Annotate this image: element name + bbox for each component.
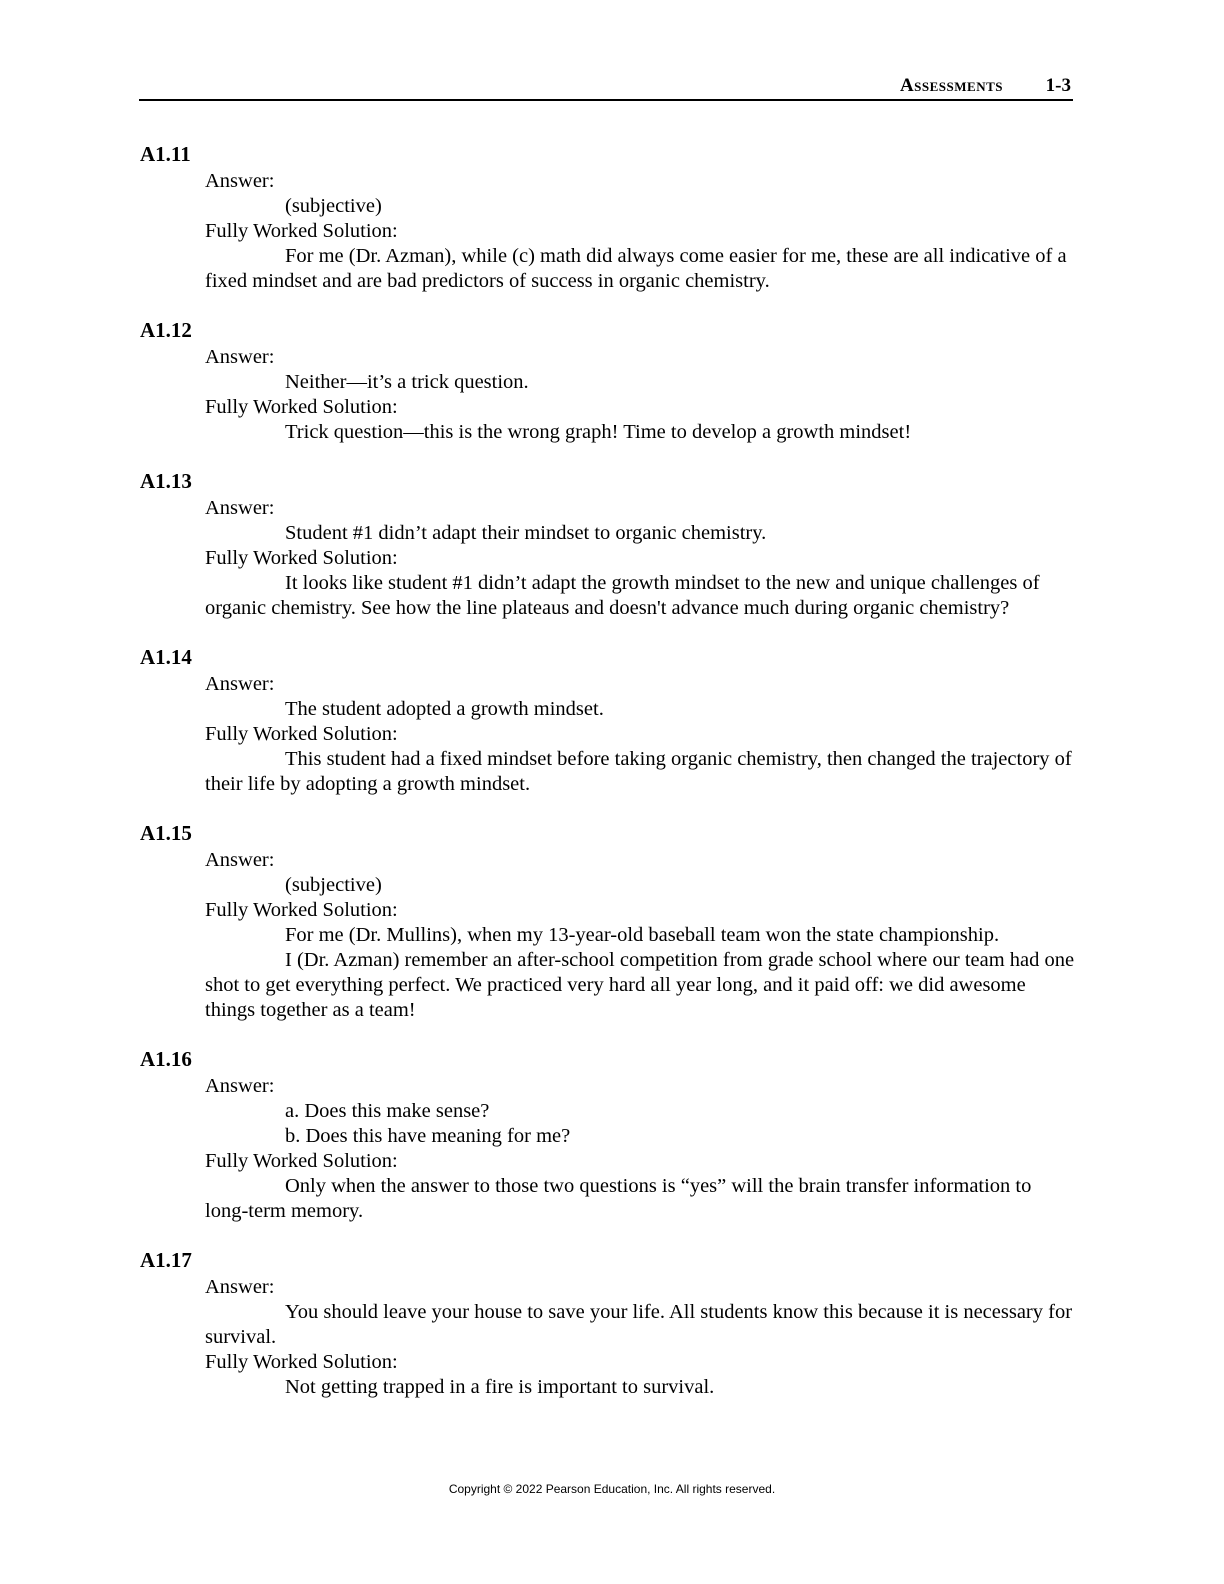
answer-text: a. Does this make sense? bbox=[285, 1100, 490, 1122]
problem-id: A1.15 bbox=[140, 821, 192, 845]
problem-a1-17 bbox=[140, 1248, 1075, 1400]
answer-text: You should leave your house to save your life. All students know this because it is necessary for survival. bbox=[205, 1301, 1073, 1348]
problem-a1-14 bbox=[140, 645, 1075, 797]
answer-label: Answer: bbox=[205, 673, 275, 695]
answer-text: Neither—it’s a trick question. bbox=[285, 371, 529, 393]
solution-label: Fully Worked Solution: bbox=[205, 1351, 398, 1373]
solution-label: Fully Worked Solution: bbox=[205, 220, 398, 242]
solution-text: Not getting trapped in a fire is important to survival. bbox=[285, 1376, 715, 1398]
section-title: Assessments bbox=[899, 75, 1003, 96]
problem-a1-13 bbox=[140, 469, 1075, 621]
answer-text: (subjective) bbox=[285, 195, 382, 217]
answer-text: (subjective) bbox=[285, 874, 382, 896]
answer-text: Student #1 didn’t adapt their mindset to organic chemistry. bbox=[285, 522, 767, 544]
answer-label: Answer: bbox=[205, 170, 275, 192]
page-number: 1-3 bbox=[1045, 75, 1071, 96]
problem-list bbox=[140, 142, 1075, 1424]
solution-text: Trick question—this is the wrong graph! Time to develop a growth mindset! bbox=[285, 421, 912, 443]
problem-a1-16 bbox=[140, 1047, 1075, 1224]
answer-text: b. Does this have meaning for me? bbox=[285, 1125, 571, 1147]
page-header bbox=[139, 75, 1073, 101]
problem-a1-12 bbox=[140, 318, 1075, 445]
answer-label: Answer: bbox=[205, 849, 275, 871]
problem-id: A1.14 bbox=[140, 645, 192, 669]
copyright-footer: Copyright © 2022 Pearson Education, Inc. All rights reserved. bbox=[448, 1482, 776, 1496]
solution-text: For me (Dr. Azman), while (c) math did always come easier for me, these are all indicative of a fixed mindset and are bad predictors of success in organic chemistry. bbox=[205, 245, 1067, 292]
solution-label: Fully Worked Solution: bbox=[205, 899, 398, 921]
solution-label: Fully Worked Solution: bbox=[205, 396, 398, 418]
solution-text: It looks like student #1 didn’t adapt the growth mindset to the new and unique challenges of organic chemistry. See how the line plateaus and doesn't advance much during organic chemistry? bbox=[205, 572, 1040, 619]
problem-id: A1.17 bbox=[140, 1248, 192, 1272]
solution-text: Only when the answer to those two questions is “yes” will the brain transfer information to long-term memory. bbox=[205, 1175, 1032, 1222]
problem-id: A1.12 bbox=[140, 318, 192, 342]
problem-a1-15 bbox=[140, 821, 1075, 1023]
problem-id: A1.16 bbox=[140, 1047, 192, 1071]
solution-label: Fully Worked Solution: bbox=[205, 723, 398, 745]
answer-label: Answer: bbox=[205, 1075, 275, 1097]
problem-id: A1.11 bbox=[140, 142, 191, 166]
solution-text: This student had a fixed mindset before taking organic chemistry, then changed the trajectory of their life by adopting a growth mindset. bbox=[205, 748, 1072, 795]
answer-text: The student adopted a growth mindset. bbox=[285, 698, 604, 720]
answer-label: Answer: bbox=[205, 346, 275, 368]
answer-label: Answer: bbox=[205, 497, 275, 519]
problem-id: A1.13 bbox=[140, 469, 192, 493]
answer-label: Answer: bbox=[205, 1276, 275, 1298]
problem-a1-11 bbox=[140, 142, 1075, 294]
solution-label: Fully Worked Solution: bbox=[205, 1150, 398, 1172]
solution-text: I (Dr. Azman) remember an after-school competition from grade school where our team had one shot to get everything perfect. We practiced very hard all year long, and it paid off: we did awesome things together as a team! bbox=[205, 949, 1075, 1021]
solution-label: Fully Worked Solution: bbox=[205, 547, 398, 569]
solution-text: For me (Dr. Mullins), when my 13-year-old baseball team won the state championship. bbox=[285, 924, 1000, 946]
